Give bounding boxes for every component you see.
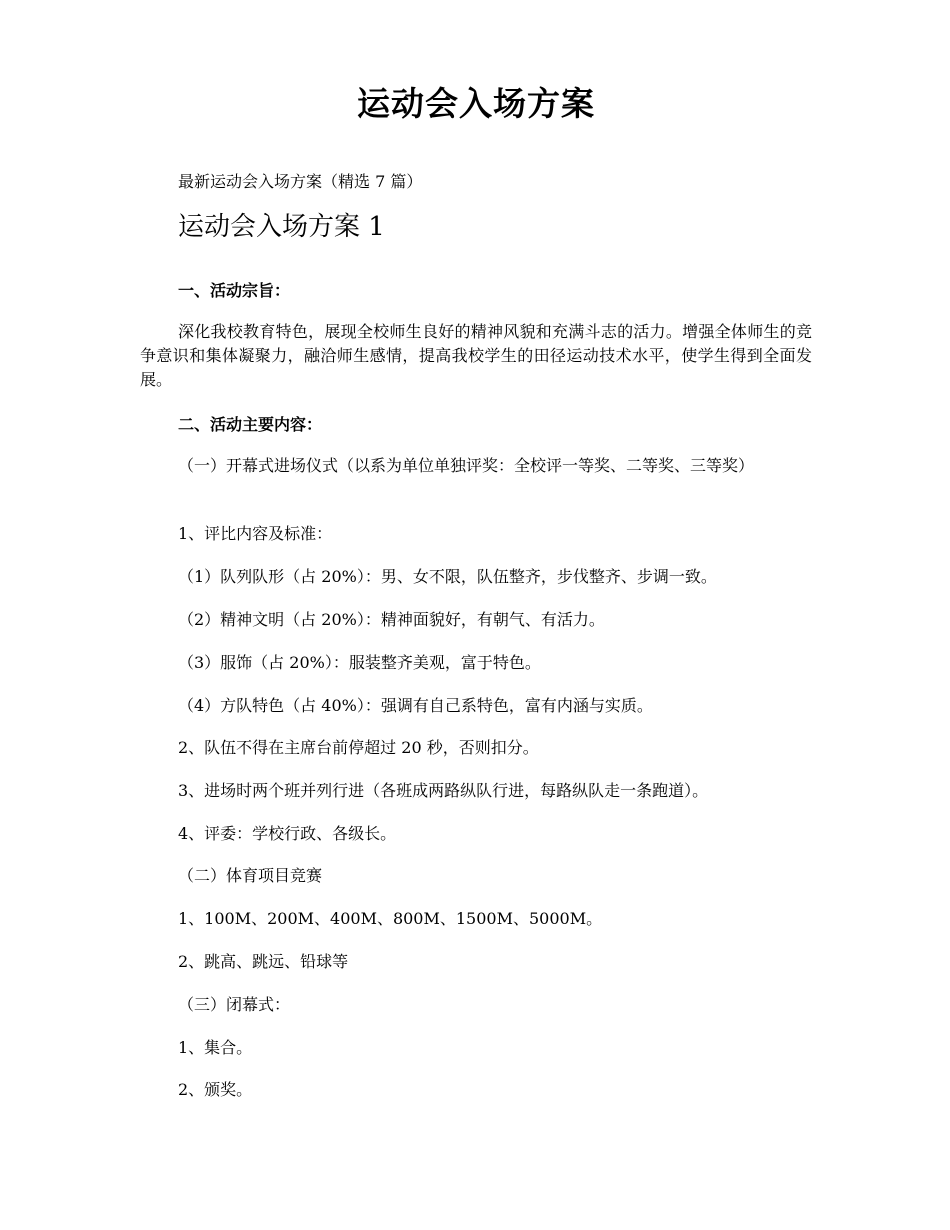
- sports-item: 2、跳高、跳远、铅球等: [178, 952, 349, 971]
- opening-ceremony-paragraph: （一）开幕式进场仪式（以系为单位单独评奖：全校评一等奖、二等奖、三等奖）: [178, 456, 755, 475]
- criteria-item: （1）队列队形（占 20%）：男、女不限，队伍整齐，步伐整齐、步调一致。: [178, 567, 717, 586]
- purpose-paragraph: 深化我校教育特色，展现全校师生良好的精神风貌和充满斗志的活力。增强全体师生的竞争意识和集体凝聚力，融洽师生感情，提高我校学生的田径运动技术水平，使学生得到全面发展。: [140, 322, 812, 389]
- criteria-item: （2）精神文明（占 20%）：精神面貌好，有朝气、有活力。: [178, 610, 605, 629]
- closing-item: 1、集合。: [178, 1038, 253, 1057]
- sports-item: 1、100M、200M、400M、800M、1500M、5000M。: [178, 909, 603, 928]
- document-title: 运动会入场方案: [357, 84, 595, 123]
- rule-item: 2、队伍不得在主席台前停超过 20 秒，否则扣分。: [178, 738, 539, 757]
- closing-heading: （三）闭幕式：: [178, 995, 291, 1014]
- section-title: 运动会入场方案 1: [178, 212, 385, 242]
- criteria-item: （3）服饰（占 20%）：服装整齐美观，富于特色。: [178, 653, 541, 672]
- purpose-heading: 一、活动宗旨：: [178, 281, 291, 300]
- criteria-title: 1、评比内容及标准：: [178, 524, 333, 543]
- criteria-item: （4）方队特色（占 40%）：强调有自己系特色，富有内涵与实质。: [178, 696, 653, 715]
- content-heading: 二、活动主要内容：: [178, 415, 323, 434]
- rule-item: 4、评委：学校行政、各级长。: [178, 824, 397, 843]
- rule-item: 3、进场时两个班并列行进（各班成两路纵队行进，每路纵队走一条跑道）。: [178, 781, 709, 800]
- closing-item: 2、颁奖。: [178, 1080, 253, 1099]
- document-page: [140, 0, 812, 1230]
- sports-heading: （二）体育项目竞赛: [178, 866, 323, 885]
- document-subtitle: 最新运动会入场方案（精选 7 篇）: [178, 172, 423, 191]
